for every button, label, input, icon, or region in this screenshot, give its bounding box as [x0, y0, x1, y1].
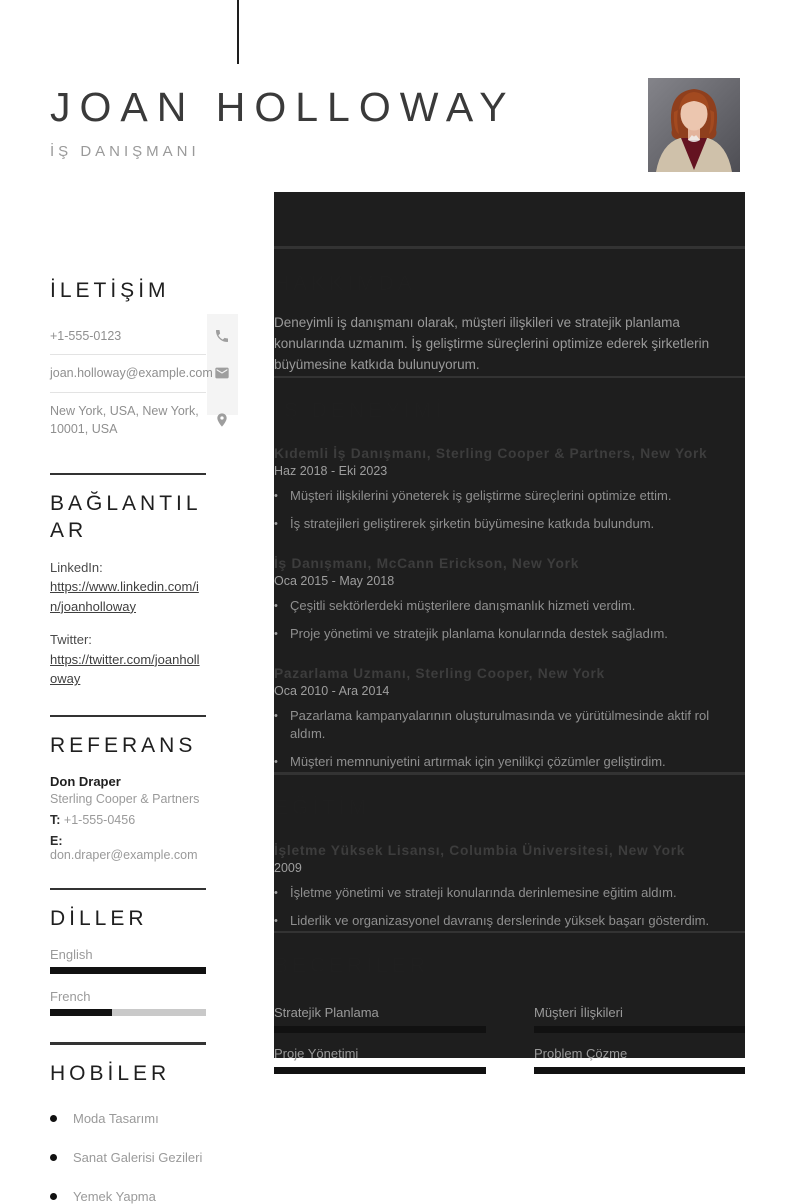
bullet-dot-icon: [274, 753, 290, 772]
about-text: Deneyimli iş danışmanı olarak, müşteri ilişkileri ve stratejik planlama konularında uzmanım. İş geliştirme süreçlerini optimize ederek şirketlerin büyümesine katkıda bulunuyorum.: [274, 314, 710, 372]
section-rule: [50, 715, 206, 718]
contact-row-address: [50, 393, 206, 447]
bullet-dot-icon: [274, 625, 290, 644]
hobby-item: [50, 1189, 206, 1204]
job-bullet: [274, 515, 745, 534]
job-entry: [274, 666, 745, 773]
links-section: [50, 473, 206, 689]
skill-bar-fill: [534, 1067, 745, 1074]
education-bullet: [274, 912, 745, 931]
job-title: Pazarlama Uzmanı, Sterling Cooper, New York: [274, 665, 605, 681]
bullet-dot-icon: [274, 707, 290, 745]
person-name: JOAN HOLLOWAY: [50, 84, 516, 130]
education-heading: EĞİTİM: [274, 795, 371, 819]
phone-value: +1-555-0123: [50, 329, 122, 344]
skill-item: [274, 1005, 486, 1033]
language-name: English: [50, 947, 93, 963]
contact-row-email: [50, 355, 213, 392]
portrait-photo: [648, 78, 740, 172]
language-bar-track: [50, 1009, 206, 1016]
bullet-text: Müşteri ilişkilerini yöneterek iş geliştirme süreçlerini optimize ettim.: [290, 488, 672, 504]
twitter-label: Twitter:: [50, 632, 92, 648]
hobbies-heading: HOBİLER: [50, 1061, 171, 1085]
education-entry: [274, 843, 745, 931]
hobby-label: Sanat Galerisi Gezileri: [73, 1150, 203, 1165]
job-bullet: [274, 487, 745, 506]
bullet-dot-icon: [274, 912, 290, 931]
contact-list: [50, 318, 213, 447]
bullet-dot-icon: [50, 1115, 57, 1122]
reference-phone-label: T:: [50, 812, 61, 827]
links-heading: BAĞLANTILAR: [50, 492, 202, 542]
language-bar-track: [50, 967, 206, 974]
section-rule: [274, 772, 745, 775]
languages-heading: DİLLER: [50, 907, 148, 930]
bullet-dot-icon: [274, 487, 290, 506]
bullet-text: Müşteri memnuniyetini artırmak için yenilikçi çözümler geliştirdim.: [290, 754, 666, 770]
section-rule: [50, 888, 206, 891]
bullet-dot-icon: [50, 1154, 57, 1161]
bullet-dot-icon: [50, 1193, 57, 1200]
bullet-dot-icon: [274, 884, 290, 903]
education-title: İşletme Yüksek Lisansı, Columbia Üniversitesi, New York: [274, 842, 686, 858]
education-bullets: [274, 884, 745, 931]
skill-bar-track: [534, 1067, 745, 1074]
job-dates: Oca 2010 - Ara 2014: [274, 683, 390, 698]
language-name: French: [50, 989, 91, 1005]
linkedin-link[interactable]: https://www.linkedin.com/in/joanholloway: [50, 579, 199, 614]
hobbies-section: [50, 1042, 206, 1204]
language-bar-fill: [50, 967, 206, 974]
education-bullet: [274, 884, 745, 903]
reference-email-label: E:: [50, 833, 63, 848]
bullet-text: İş stratejileri geliştirerek şirketin büyümesine katkıda bulundum.: [290, 516, 655, 532]
hobby-label: Yemek Yapma: [73, 1189, 156, 1204]
bullet-text: Pazarlama kampanyalarının oluşturulmasında ve yürütülmesinde aktif rol aldım.: [290, 707, 710, 742]
skill-item: [534, 1005, 745, 1033]
reference-name: Don Draper: [50, 773, 121, 789]
section-rule: [50, 1042, 206, 1045]
contact-heading: İLETİŞİM: [50, 279, 170, 302]
job-title: İş Danışmanı, McCann Erickson, New York: [274, 555, 580, 571]
skill-bar-track: [534, 1026, 745, 1033]
skills-grid: [274, 1005, 745, 1074]
portrait-illustration: [648, 78, 740, 172]
twitter-link[interactable]: https://twitter.com/joanholloway: [50, 651, 200, 687]
contact-row-phone: [50, 318, 206, 355]
skills-heading: BECERİLER: [274, 954, 430, 978]
skill-bar-track: [274, 1067, 486, 1074]
job-entry: [274, 446, 745, 534]
skill-item: [274, 1046, 486, 1074]
job-bullet: [274, 597, 745, 616]
job-dates: Oca 2015 - May 2018: [274, 573, 395, 588]
skill-bar-fill: [274, 1067, 486, 1074]
linkedin-label: LinkedIn:: [50, 559, 103, 575]
language-item: [50, 947, 206, 974]
reference-company: Sterling Cooper & Partners: [50, 791, 200, 806]
bullet-dot-icon: [274, 515, 290, 534]
bullet-dot-icon: [274, 597, 290, 616]
location-icon: [214, 412, 230, 428]
header: [50, 84, 516, 160]
job-bullets: [274, 487, 745, 534]
section-rule: [50, 473, 206, 476]
about-heading: HAKKIMDA: [274, 271, 416, 295]
contact-section: [50, 278, 213, 447]
reference-section: [50, 715, 206, 862]
link-group-linkedin: [50, 558, 206, 617]
language-bar-fill: [50, 1009, 112, 1016]
reference-phone-row: [50, 813, 206, 827]
section-rule: [274, 376, 745, 379]
job-bullet: [274, 625, 745, 644]
job-bullets: [274, 597, 745, 644]
phone-icon: [214, 328, 230, 344]
skill-item: [534, 1046, 745, 1074]
bullet-text: Proje yönetimi ve stratejik planlama konularında destek sağladım.: [290, 625, 668, 641]
bullet-text: Liderlik ve organizasyonel davranış derslerinde yüksek başarı gösterdim.: [290, 912, 710, 928]
hobby-item: [50, 1111, 206, 1126]
job-title: Kıdemli İş Danışmanı, Sterling Cooper & Partners, New York: [274, 446, 708, 462]
skill-name: Müşteri İlişkileri: [534, 1005, 623, 1021]
reference-phone-value: +1-555-0456: [63, 812, 136, 827]
skill-name: Problem Çözme: [534, 1046, 628, 1062]
bullet-text: İşletme yönetimi ve strateji konularında derinlemesine eğitim aldım.: [290, 884, 677, 900]
sidebar: [50, 278, 213, 1204]
link-group-twitter: [50, 630, 206, 689]
person-title: İŞ DANIŞMANI: [50, 143, 200, 160]
section-rule: [274, 246, 745, 249]
email-value: joan.holloway@example.com: [50, 366, 213, 381]
divider-vertical-top: [237, 0, 239, 64]
hobby-item: [50, 1150, 206, 1165]
languages-section: [50, 888, 206, 1017]
skill-bar-fill: [274, 1026, 486, 1033]
hobby-label: Moda Tasarımı: [73, 1111, 159, 1126]
experience-heading: İŞ DENEYİMİ: [274, 399, 446, 423]
bullet-text: Çeşitli sektörlerdeki müşterilere danışmanlık hizmeti verdim.: [290, 597, 636, 613]
address-value: New York, USA, New York, 10001, USA: [50, 403, 199, 436]
job-dates: Haz 2018 - Eki 2023: [274, 464, 388, 479]
skill-name: Proje Yönetimi: [274, 1046, 359, 1062]
reference-email-value: don.draper@example.com: [50, 847, 198, 862]
job-bullet: [274, 753, 745, 772]
main-column: [274, 246, 745, 1074]
job-entry: [274, 556, 745, 644]
reference-heading: REFERANS: [50, 734, 197, 758]
skill-bar-track: [274, 1026, 486, 1033]
email-icon: [214, 365, 230, 381]
section-rule: [274, 931, 745, 934]
job-bullets: [274, 707, 745, 773]
job-bullet: [274, 707, 745, 745]
language-item: [50, 989, 206, 1016]
education-year: 2009: [274, 860, 302, 875]
reference-email-row: [50, 834, 206, 862]
skill-name: Stratejik Planlama: [274, 1005, 379, 1021]
skill-bar-fill: [534, 1026, 745, 1033]
